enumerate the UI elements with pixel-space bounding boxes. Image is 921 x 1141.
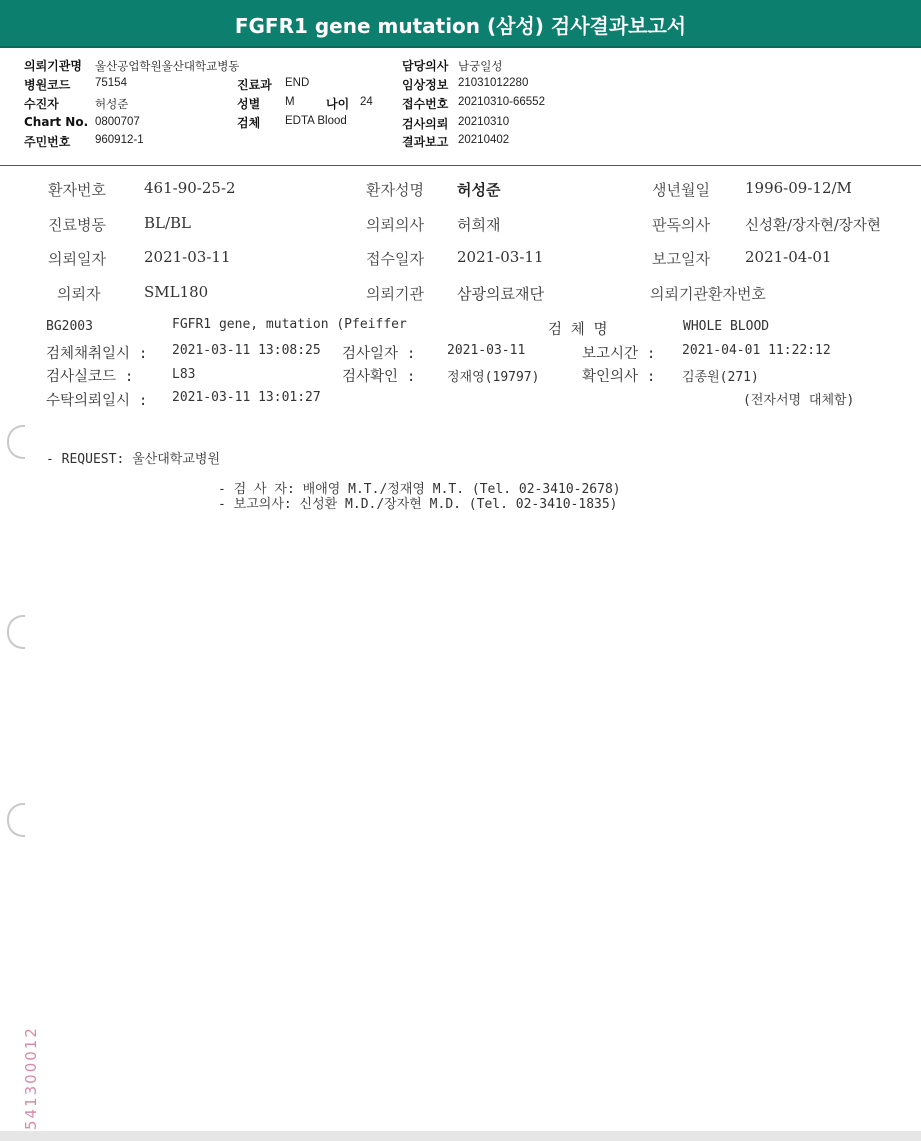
patient-name-value: 허성준 [457, 181, 501, 199]
request-date-value: 2021-03-11 [144, 248, 231, 266]
birth-label: 생년월일 [652, 181, 710, 199]
collect-time-value: 2021-03-11 13:08:25 [172, 343, 321, 358]
ref-inst-patient-no-label: 의뢰기관환자번호 [650, 285, 766, 303]
recipient-value: 허성준 [95, 99, 129, 111]
hospital-code-value: 75154 [95, 77, 127, 89]
punch-hole-mark [7, 803, 25, 837]
ref-doctor-label: 의뢰의사 [366, 216, 424, 234]
bottom-strip [0, 1131, 921, 1141]
test-code: BG2003 [46, 319, 93, 334]
lab-code-value: L83 [172, 367, 196, 382]
result-report-label: 결과보고 [402, 135, 449, 149]
recipient-label: 수진자 [24, 97, 59, 111]
tester-line: - 검 사 자: 배애영 M.T./정재영 M.T. (Tel. 02-3410-2678) [218, 482, 621, 497]
clinical-info-value: 21031012280 [458, 77, 529, 89]
report-title-bar [0, 0, 921, 48]
outsource-time-value: 2021-03-11 13:01:27 [172, 390, 321, 405]
clinical-info-label: 임상정보 [402, 78, 449, 92]
test-request-label: 검사의뢰 [402, 117, 449, 131]
reporter-line: - 보고의사: 신성환 M.D./장자현 M.D. (Tel. 02-3410-1835) [218, 497, 618, 512]
age-value: 24 [360, 96, 373, 108]
barcode-number: 541300012 [22, 1026, 40, 1130]
ref-inst-value: 삼광의료재단 [457, 285, 544, 303]
specimen-name-value: WHOLE BLOOD [683, 319, 770, 334]
header-divider [0, 165, 921, 166]
age-label: 나이 [326, 97, 350, 111]
chart-no-value: 0800707 [95, 116, 140, 128]
dept-label: 진료과 [237, 78, 272, 92]
outsource-time-label: 수탁의뢰일시 : [46, 393, 148, 409]
ward-value: BL/BL [144, 214, 192, 232]
punch-hole-mark [7, 425, 25, 459]
requesting-inst-value: 울산공업학원울산대학교병동 [95, 61, 240, 73]
receipt-date-value: 2021-03-11 [457, 248, 544, 266]
report-time-label: 보고시간 : [582, 346, 656, 362]
specimen-label: 검체 [237, 116, 261, 130]
receipt-no-label: 접수번호 [402, 97, 449, 111]
report-title: FGFR1 gene mutation (삼성) 검사결과보고서 [234, 14, 687, 38]
test-date-label: 검사일자 : [342, 346, 416, 362]
requester-value: SML180 [144, 283, 209, 301]
test-name: FGFR1 gene, mutation (Pfeiffer [172, 317, 407, 332]
confirm-doctor-value: 김종원(271) [682, 370, 759, 385]
report-date-label: 보고일자 [652, 250, 710, 268]
requesting-inst-label: 의뢰기관명 [24, 59, 82, 73]
patient-name-label: 환자성명 [366, 181, 424, 199]
resident-no-value: 960912-1 [95, 134, 144, 146]
patient-no-value: 461-90-25-2 [144, 179, 236, 197]
patient-no-label: 환자번호 [48, 181, 106, 199]
specimen-name-label: 검 체 명 [548, 322, 608, 338]
report-date-value: 2021-04-01 [745, 248, 832, 266]
sex-value: M [285, 96, 295, 108]
birth-value: 1996-09-12/M [745, 179, 852, 197]
test-request-value: 20210310 [458, 116, 510, 128]
ref-inst-label: 의뢰기관 [366, 285, 424, 303]
ward-label: 진료병동 [48, 216, 106, 234]
dept-value: END [285, 77, 310, 89]
punch-hole-mark [7, 615, 25, 649]
test-confirm-label: 검사확인 : [342, 369, 416, 385]
reading-doctor-label: 판독의사 [652, 216, 710, 234]
hospital-code-label: 병원코드 [24, 78, 71, 92]
doctor-label: 담당의사 [402, 59, 449, 73]
sex-label: 성별 [237, 97, 261, 111]
receipt-date-label: 접수일자 [366, 250, 424, 268]
request-date-label: 의뢰일자 [48, 250, 106, 268]
doctor-value: 남궁일성 [458, 61, 503, 73]
result-report-value: 20210402 [458, 134, 510, 146]
resident-no-label: 주민번호 [24, 135, 71, 149]
receipt-no-value: 20210310-66552 [458, 96, 545, 108]
request-line: - REQUEST: 울산대학교병원 [46, 452, 220, 467]
specimen-value: EDTA Blood [285, 115, 347, 127]
requester-label: 의뢰자 [57, 285, 101, 303]
reading-doctor-value: 신성환/장자현/장자현 [745, 218, 881, 234]
test-date-value: 2021-03-11 [447, 343, 526, 358]
test-confirm-value: 정재영(19797) [447, 370, 540, 385]
report-time-value: 2021-04-01 11:22:12 [682, 343, 831, 358]
ref-doctor-value: 허희재 [457, 216, 501, 234]
e-signature-note: (전자서명 대체함) [743, 393, 855, 408]
header-info [0, 48, 921, 165]
confirm-doctor-label: 확인의사 : [582, 369, 656, 385]
collect-time-label: 검체채취일시 : [46, 346, 148, 362]
lab-code-label: 검사실코드 : [46, 369, 134, 385]
chart-no-label: Chart No. [24, 115, 89, 129]
